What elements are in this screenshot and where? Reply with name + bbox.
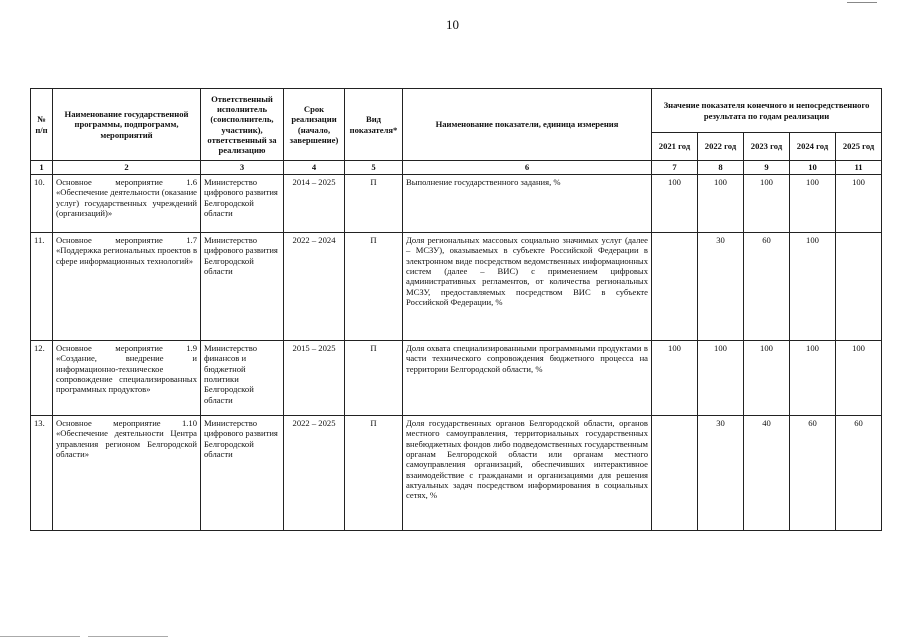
row-value xyxy=(836,233,882,341)
header-year: 2022 год xyxy=(698,133,744,161)
row-indicator: Доля региональных массовых социально значимых услуг (далее – МСЗУ), оказываемых в субъекте Российской Федерации в электронном виде посредством ведомственных информационных систем (далее – ВИС) с применением цифровых административных регламентов, от количества региональных МСЗУ, предоставляемых посредством ВИС в субъекте Российской Федерации, % xyxy=(403,233,652,341)
row-type: П xyxy=(345,233,403,341)
row-responsible: Министерство цифрового развития Белгородской области xyxy=(201,233,284,341)
row-period: 2014 – 2025 xyxy=(284,175,345,233)
row-responsible: Министерство цифрового развития Белгородской области xyxy=(201,416,284,531)
header-year: 2023 год xyxy=(744,133,790,161)
row-value: 40 xyxy=(744,416,790,531)
row-indicator: Доля охвата специализированными программными продуктами в части технического сопровождения бюджетного процесса на территории Белгородской области, % xyxy=(403,341,652,416)
row-value: 60 xyxy=(744,233,790,341)
column-number: 6 xyxy=(403,161,652,175)
table-row xyxy=(31,341,882,416)
row-value: 100 xyxy=(790,175,836,233)
table-row xyxy=(31,233,882,341)
scan-mark xyxy=(88,636,168,637)
row-value: 30 xyxy=(698,416,744,531)
row-num: 13. xyxy=(31,416,53,531)
row-value: 100 xyxy=(652,341,698,416)
row-value: 30 xyxy=(698,233,744,341)
row-type: П xyxy=(345,416,403,531)
row-num: 11. xyxy=(31,233,53,341)
header-values-group: Значение показателя конечного и непосредственного результата по годам реализации xyxy=(652,89,882,133)
row-responsible: Министерство финансов и бюджетной политики Белгородской области xyxy=(201,341,284,416)
column-number: 9 xyxy=(744,161,790,175)
row-name: Основное мероприятие 1.6 «Обеспечение деятельности (оказание услуг) государственных учреждений (организаций)» xyxy=(53,175,201,233)
column-number: 11 xyxy=(836,161,882,175)
header-year: 2025 год xyxy=(836,133,882,161)
row-num: 12. xyxy=(31,341,53,416)
row-name: Основное мероприятие 1.7 «Поддержка региональных проектов в сфере информационных технологий» xyxy=(53,233,201,341)
table-row xyxy=(31,416,882,531)
header-responsible: Ответственный исполнитель (соисполнитель, участник), ответственный за реализацию xyxy=(201,89,284,161)
row-value: 100 xyxy=(790,341,836,416)
row-value: 100 xyxy=(652,175,698,233)
header-year: 2024 год xyxy=(790,133,836,161)
header-period: Срок реализации (начало, завершение) xyxy=(284,89,345,161)
header-indicator-name: Наименование показатели, единица измерения xyxy=(403,89,652,161)
column-number: 7 xyxy=(652,161,698,175)
column-number: 10 xyxy=(790,161,836,175)
column-number: 2 xyxy=(53,161,201,175)
row-value: 100 xyxy=(698,341,744,416)
column-number: 8 xyxy=(698,161,744,175)
column-number: 1 xyxy=(31,161,53,175)
row-value: 100 xyxy=(698,175,744,233)
header-indicator-type: Вид показателя* xyxy=(345,89,403,161)
row-value: 100 xyxy=(836,341,882,416)
row-period: 2022 – 2024 xyxy=(284,233,345,341)
row-value: 60 xyxy=(836,416,882,531)
scan-mark xyxy=(0,636,80,637)
row-num: 10. xyxy=(31,175,53,233)
header-name: Наименование государственной программы, подпрограмм, мероприятий xyxy=(53,89,201,161)
row-value: 100 xyxy=(744,341,790,416)
row-responsible: Министерство цифрового развития Белгородской области xyxy=(201,175,284,233)
row-indicator: Выполнение государственного задания, % xyxy=(403,175,652,233)
row-value: 100 xyxy=(744,175,790,233)
row-indicator: Доля государственных органов Белгородской области, органов местного самоуправления, территориальных государственных внебюджетных фондов либо подведомственных государственным органам Белгородской области или органам местного самоуправления организаций, обеспечивших интерактивное взаимодействие с гражданами и организациями для решения актуальных задач посредством информирования в социальных сетях, % xyxy=(403,416,652,531)
row-value: 100 xyxy=(790,233,836,341)
column-number: 3 xyxy=(201,161,284,175)
column-numbers-row xyxy=(31,161,882,175)
column-number: 5 xyxy=(345,161,403,175)
row-value xyxy=(652,233,698,341)
row-type: П xyxy=(345,175,403,233)
row-period: 2015 – 2025 xyxy=(284,341,345,416)
row-value: 60 xyxy=(790,416,836,531)
row-value xyxy=(652,416,698,531)
table-row xyxy=(31,175,882,233)
row-type: П xyxy=(345,341,403,416)
scan-mark xyxy=(847,2,877,3)
row-period: 2022 – 2025 xyxy=(284,416,345,531)
column-number: 4 xyxy=(284,161,345,175)
indicators-table xyxy=(30,88,882,531)
page-number: 10 xyxy=(446,17,459,32)
header-num: № п/п xyxy=(31,89,53,161)
row-name: Основное мероприятие 1.10 «Обеспечение деятельности Центра управления регионом Белгородской области» xyxy=(53,416,201,531)
row-name: Основное мероприятие 1.9 «Создание, внедрение и информационно-техническое сопровождение специализированных программных продуктов» xyxy=(53,341,201,416)
row-value: 100 xyxy=(836,175,882,233)
header-year: 2021 год xyxy=(652,133,698,161)
